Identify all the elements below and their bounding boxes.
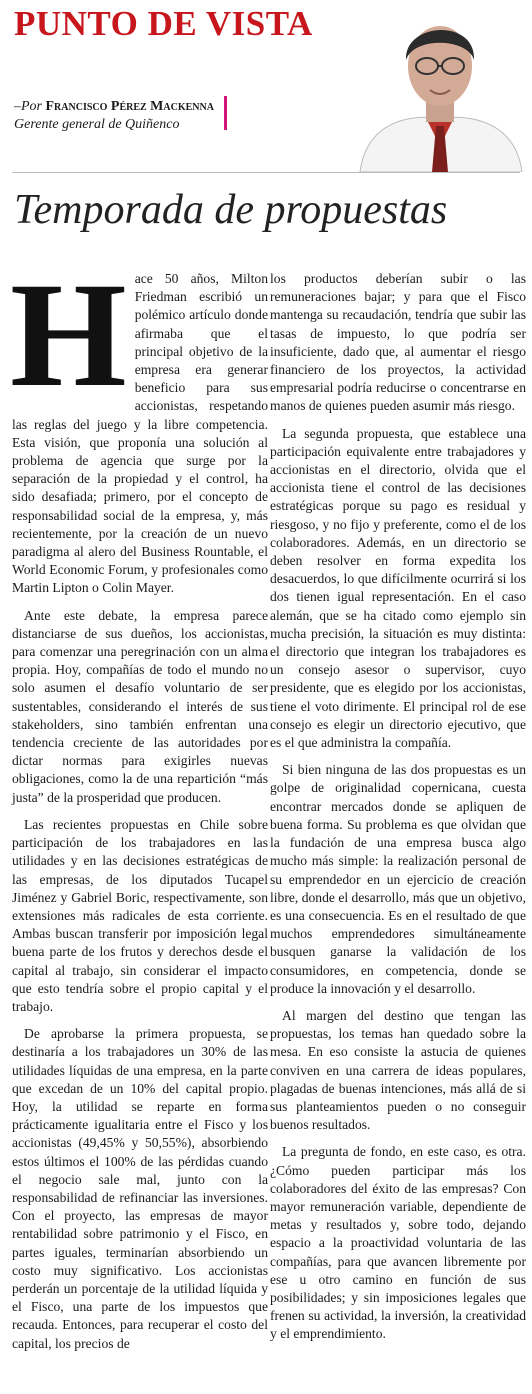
author-role: Gerente general de Quiñenco bbox=[14, 117, 180, 132]
article-paragraph: Al margen del destino que tengan las propuestas, los temas han quedado sobre la mesa. En eso consiste la astucia de quienes conviven en una carrera de ideas populares, plagadas de buenas intenciones, más allá de si sus planteamientos pueden o no conseguir buenos resultados. bbox=[270, 1007, 526, 1133]
article-paragraph: Hace 50 años, Milton Friedman escribió un polémico artículo donde afirmaba que el principal objetivo de la empresa era generar beneficio para sus accionistas, respetando las reglas del juego y la libre competencia. Esta visión, que proponía una solución al problema de agencia que surge por la separación de la propiedad y el control, ha sido desafiada; primero, por el concepto de responsabilidad social de la empresa, y, más recientemente, por la creación de un nuevo paradigma al alero del Business Rountable, el World Economic Forum, y profesionales como Martin Lipton o Colin Mayer. bbox=[10, 252, 268, 596]
article-paragraph: los productos deberían subir o las remuneraciones bajar; y para que el Fisco mantenga su recaudación, tendría que subir las tasas de impuesto, lo que podría ser insuficiente, dado que, al aumentar el riesgo financiero de los proyectos, la actividad empresarial podría reducirse o concentrarse en manos de quienes pueden asumir más riesgo. bbox=[270, 271, 526, 414]
drop-cap: H bbox=[10, 252, 127, 418]
accent-marker bbox=[224, 96, 227, 130]
article-paragraph: Ante este debate, la empresa parece distanciarse de sus dueños, los accionistas, para comenzar una peregrinación con un alma propia. Hoy, compañías de todo el mundo no solo asumen el desafío voluntario de ser sustentables, considerando el interés de sus stakeholders, sino también enfrentan una tendencia creciente de las autoridades por dictar normas para exigirles nuevas obligaciones, como la de una repartición “más justa” de la prosperidad que producen. bbox=[12, 607, 268, 805]
article-paragraph: Si bien ninguna de las dos propuestas es un golpe de originalidad copernicana, cuesta encontrar mercados donde se apliquen de buena forma. Su problema es que olvidan que la fundación de una empresa busca algo mucho más simple: la realización personal de su emprendedor en un ejercicio de creación libre, donde el desarrollo, más que un objetivo, es una consecuencia. Es en el resultado de que muchos emprendedores simultáneamente busquen ganarse la validación de los consumidores, en competencia, donde se produce la innovación y el desarrollo. bbox=[270, 762, 526, 996]
author-prefix: –Por bbox=[14, 99, 42, 114]
right-column bbox=[270, 270, 526, 1344]
header-divider bbox=[12, 172, 520, 173]
article-paragraph: La pregunta de fondo, en este caso, es otra. ¿Cómo pueden participar más los colaboradores del éxito de las empresas? Con mayor remuneración variable, dependiente de metas y resultados y, sobre todo, dejando espacio a la proactividad voluntaria de las compañías, para que avancen libremente por ese u otro camino en función de sus posibilidades; y sin imposiciones legales que frenen su actividad, la inversión, la creatividad y el emprendimiento. bbox=[270, 1144, 526, 1342]
left-column bbox=[10, 252, 268, 1353]
article-paragraph: De aprobarse la primera propuesta, se destinaría a los trabajadores un 30% de las utilidades líquidas de una empresa, en la parte que excedan de un 10% del capital propio. Hoy, la utilidad se reparte en forma prácticamente igualitaria entre el Fisco y los accionistas (49,45% y 50,55%), absorbiendo estos últimos el 100% de las pérdidas cuando el negocio sale mal, junto con la responsabilidad de refinanciar las inversiones. Con el proyecto, las empresas de mayor rentabilidad sobre patrimonio y el Fisco, en partes iguales, terminarían absorbiendo un costo muy significativo. Los accionistas perderán un porcentaje de la utilidad líquida y el Fisco, una parte de los impuestos que recauda. Entonces, para recuperar el costo del capital, los precios de bbox=[12, 1026, 268, 1351]
byline bbox=[14, 98, 214, 134]
article-title: Temporada de propuestas bbox=[14, 187, 448, 233]
author-portrait-icon bbox=[352, 6, 528, 172]
section-heading: PUNTO DE VISTA bbox=[14, 4, 313, 43]
article-paragraph: La segunda propuesta, que establece una participación equivalente entre trabajadores y accionistas en el directorio, olvida que el accionista tiene el control de las decisiones estratégicas porque su pago es residual y riesgoso, y no fijo y preferente, como el de los colaboradores. Además, en un directorio se deben resolver en forma expedita los desacuerdos, lo que difícilmente ocurrirá si los dos tienen igual representación. En el caso alemán, que se ha citado como ejemplo sin mucha precisión, la situación es muy distinta: el directorio que integran los trabajadores es un consejo asesor o supervisor, cuyo presidente, que es elegido por los accionistas, tiene el voto dirimente. El principal rol de ese consejo es elegir un directorio ejecutivo, que es el que administra la compañía. bbox=[270, 425, 526, 751]
article-paragraph: Las recientes propuestas en Chile sobre participación de los trabajadores en las utilidades y en las decisiones estratégicas de las empresas, de los diputados Tucapel Jiménez y Gabriel Boric, respectivamente, son extensiones más radicales de esta corriente. Ambas buscan transferir por imposición legal buena parte de los frutos y derechos desde el capital al trabajo, sin considerar el impacto que esto tendría sobre el propio capital y el trabajo. bbox=[12, 816, 268, 1014]
author-name: Francisco Pérez Mackenna bbox=[45, 99, 214, 114]
